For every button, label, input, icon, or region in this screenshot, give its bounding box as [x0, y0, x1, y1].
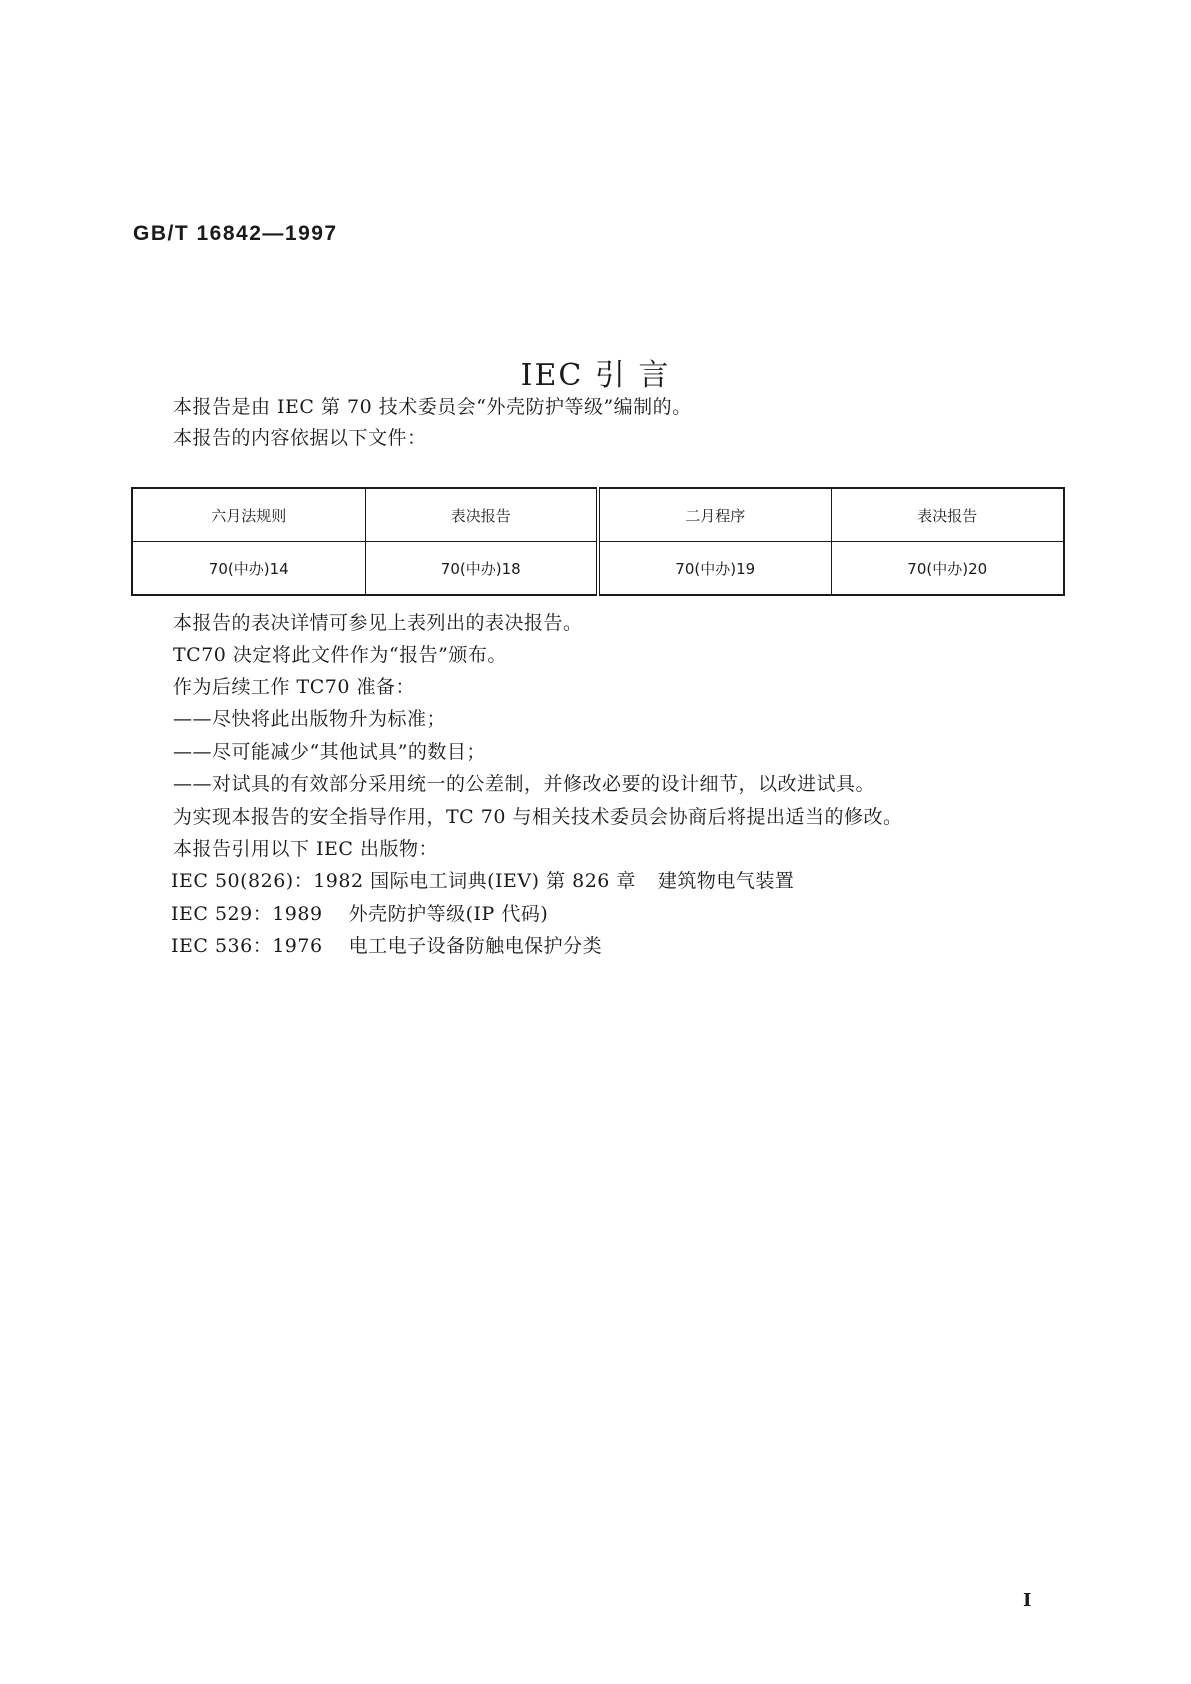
reference-code: IEC 50(826)：1982 国际电工词典(IEV) 第 826 章 — [171, 870, 636, 892]
reference-title: 建筑物电气装置 — [657, 870, 795, 892]
page-title: IEC 引 言 — [520, 358, 671, 393]
table-cell: 70(中办)20 — [831, 542, 1064, 596]
table-header-cell: 六月法规则 — [132, 488, 365, 542]
table-header-cell: 二月程序 — [598, 488, 831, 542]
body-line: 本报告引用以下 IEC 出版物： — [173, 838, 438, 860]
document-number: GB/T 16842—1997 — [133, 222, 338, 245]
list-item: ——尽可能减少“其他试具”的数目； — [173, 741, 486, 763]
intro-line-1: 本报告是由 IEC 第 70 技术委员会“外壳防护等级”编制的。 — [173, 396, 692, 418]
table-cell: 70(中办)19 — [598, 542, 831, 596]
source-documents-table — [131, 487, 1065, 596]
intro-line-2: 本报告的内容依据以下文件： — [173, 427, 427, 449]
list-item: ——尽快将此出版物升为标准； — [173, 708, 447, 730]
list-item: ——对试具的有效部分采用统一的公差制，并修改必要的设计细节，以改进试具。 — [173, 773, 876, 795]
reference-code: IEC 536：1976 — [171, 935, 323, 957]
table-header-row — [132, 488, 1064, 542]
table-row — [132, 542, 1064, 596]
reference-title: 电工电子设备防触电保护分类 — [348, 935, 603, 957]
reference-item — [171, 866, 794, 893]
table-cell: 70(中办)14 — [132, 542, 365, 596]
reference-title: 外壳防护等级(IP 代码) — [348, 903, 549, 925]
table-header-cell: 表决报告 — [365, 488, 598, 542]
table-cell: 70(中办)18 — [365, 542, 598, 596]
body-line: TC70 决定将此文件作为“报告”颁布。 — [173, 644, 507, 666]
page-number: I — [1023, 1590, 1032, 1611]
reference-code: IEC 529：1989 — [171, 903, 323, 925]
body-line: 作为后续工作 TC70 准备： — [173, 676, 415, 698]
body-line: 本报告的表决详情可参见上表列出的表决报告。 — [173, 612, 583, 634]
reference-item — [171, 899, 548, 926]
table-header-cell: 表决报告 — [831, 488, 1064, 542]
body-line: 为实现本报告的安全指导作用，TC 70 与相关技术委员会协商后将提出适当的修改。 — [173, 806, 903, 828]
reference-item — [171, 931, 602, 958]
